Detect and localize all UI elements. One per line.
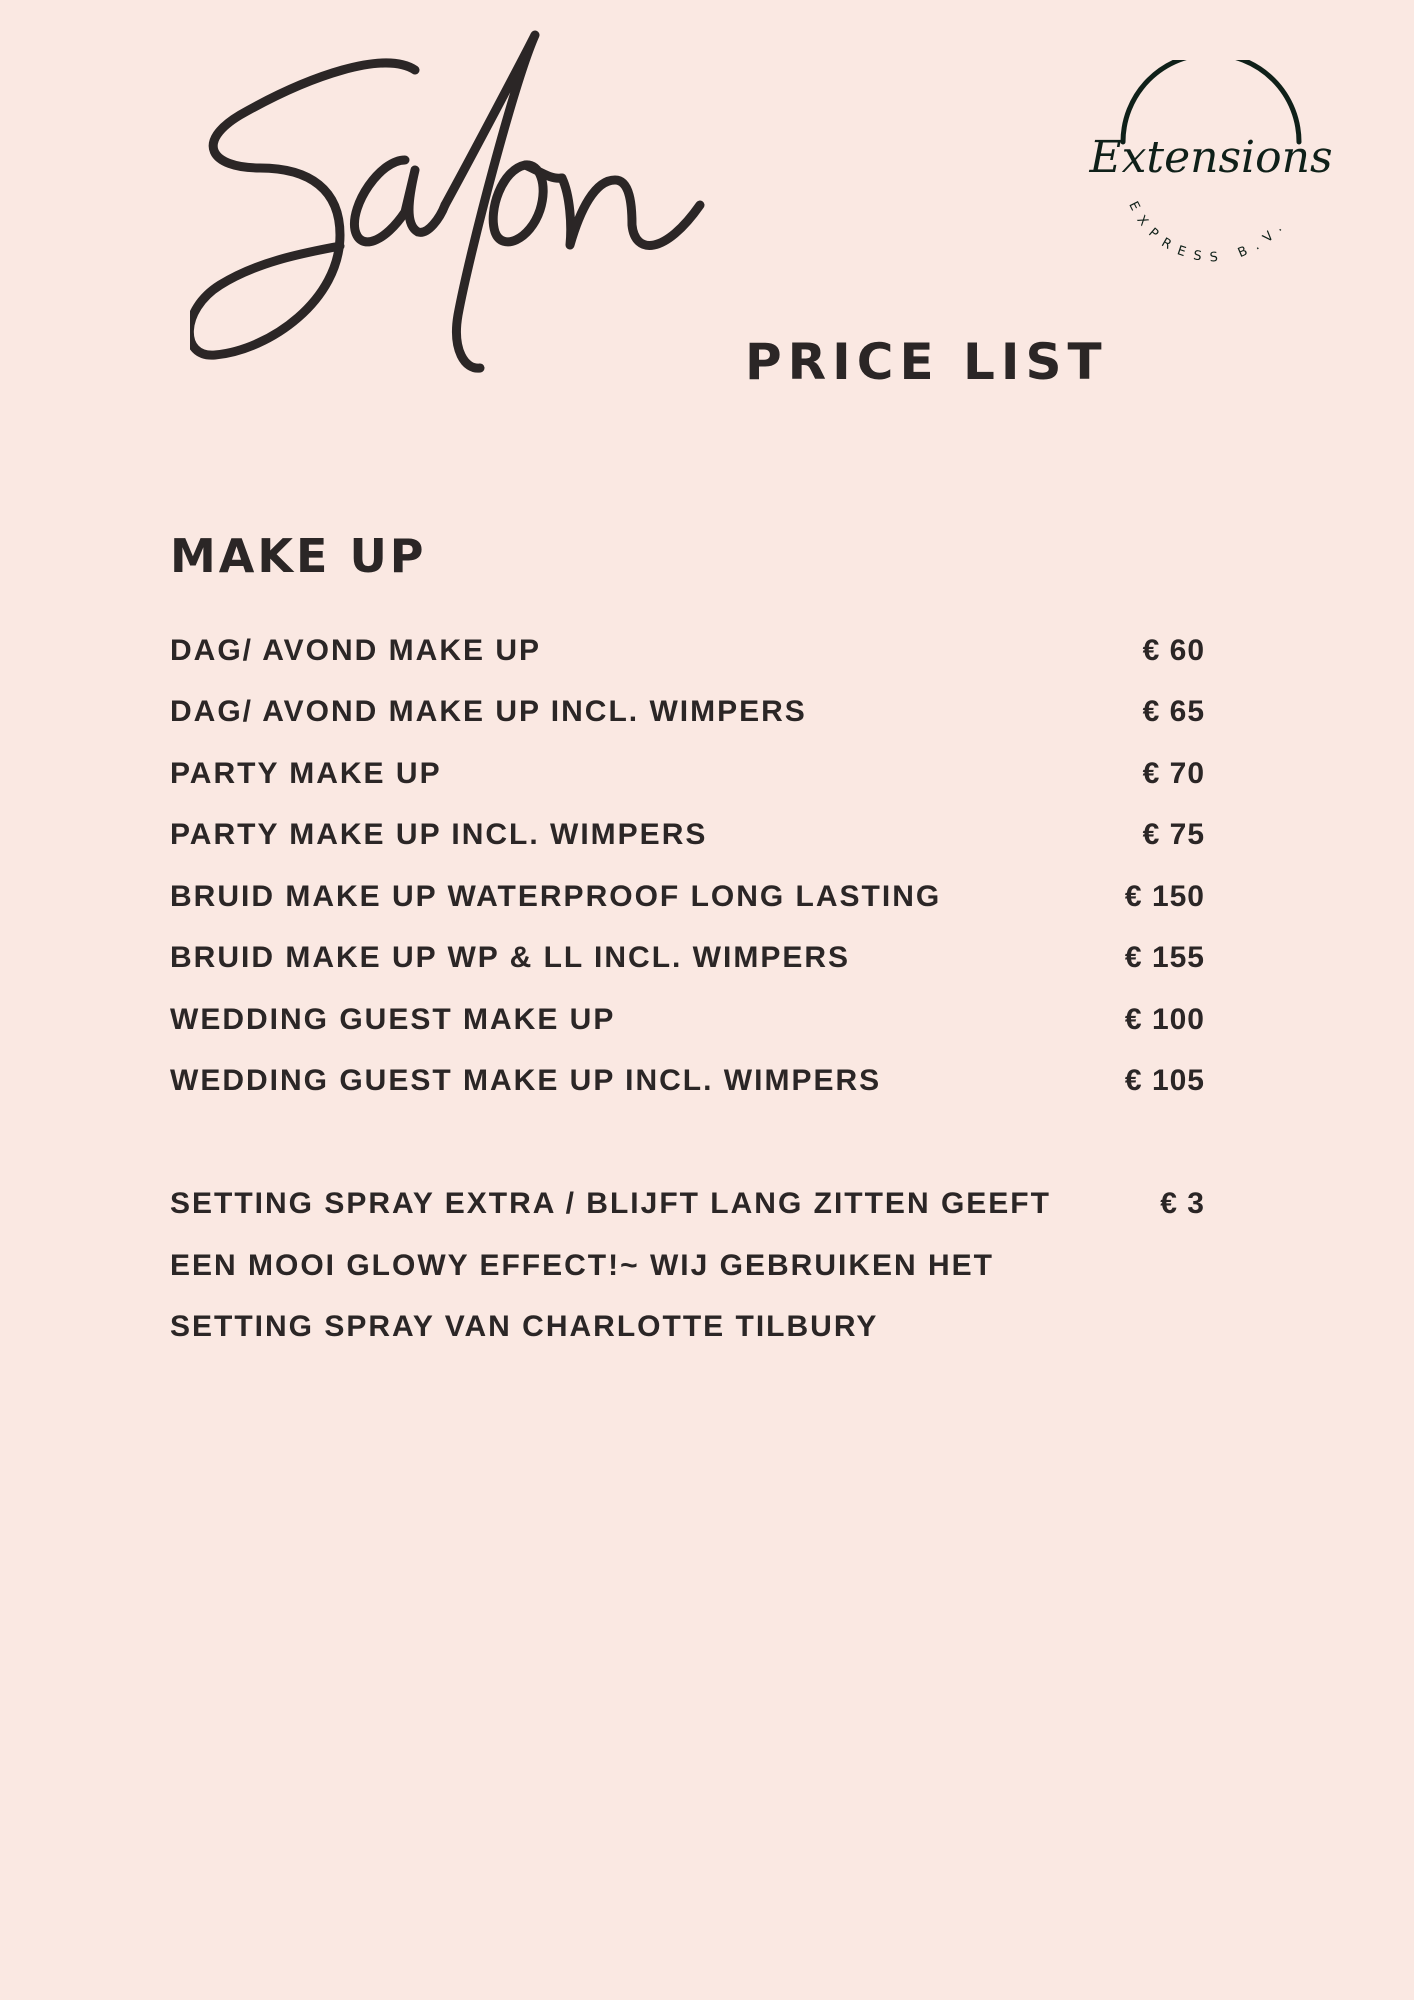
price-list xyxy=(170,620,1205,1112)
service-name: WEDDING GUEST MAKE UP xyxy=(170,1002,616,1036)
service-price: € 150 xyxy=(1124,879,1205,913)
service-name: DAG/ AVOND MAKE UP INCL. WIMPERS xyxy=(170,695,807,729)
service-price: € 75 xyxy=(1142,818,1205,852)
price-row xyxy=(170,1051,1205,1113)
salon-script-title xyxy=(190,20,770,390)
price-row xyxy=(170,620,1205,682)
price-row xyxy=(170,928,1205,990)
price-row xyxy=(170,989,1205,1051)
service-price: € 100 xyxy=(1124,1002,1205,1036)
svg-text:Extensions: Extensions xyxy=(1089,132,1333,183)
note-line: SETTING SPRAY EXTRA / BLIJFT LANG ZITTEN GEEFT xyxy=(170,1187,1051,1220)
service-price: € 60 xyxy=(1142,633,1205,667)
service-price: € 105 xyxy=(1124,1064,1205,1098)
price-row xyxy=(170,805,1205,867)
service-name: WEDDING GUEST MAKE UP INCL. WIMPERS xyxy=(170,1064,882,1098)
extensions-express-logo xyxy=(1085,60,1345,290)
price-row xyxy=(170,866,1205,928)
price-list-title: PRICE LIST xyxy=(745,333,1108,391)
service-price: € 65 xyxy=(1142,695,1205,729)
svg-text:EXPRESS B.V.: EXPRESS B.V. xyxy=(1125,199,1291,266)
note-price: € 3 xyxy=(1160,1187,1205,1220)
price-row xyxy=(170,743,1205,805)
service-name: PARTY MAKE UP INCL. WIMPERS xyxy=(170,818,708,852)
service-name: PARTY MAKE UP xyxy=(170,756,442,790)
service-name: BRUID MAKE UP WATERPROOF LONG LASTING xyxy=(170,879,942,913)
service-name: DAG/ AVOND MAKE UP xyxy=(170,633,542,667)
service-price: € 70 xyxy=(1142,756,1205,790)
service-name: BRUID MAKE UP WP & LL INCL. WIMPERS xyxy=(170,941,851,975)
price-row xyxy=(170,682,1205,744)
service-price: € 155 xyxy=(1124,941,1205,975)
note-line: SETTING SPRAY VAN CHARLOTTE TILBURY xyxy=(170,1310,879,1343)
setting-spray-note xyxy=(170,1173,1205,1358)
make-up-section xyxy=(170,520,1205,1358)
section-heading: MAKE UP xyxy=(170,529,427,583)
note-line: EEN MOOI GLOWY EFFECT!~ WIJ GEBRUIKEN HET xyxy=(170,1248,994,1282)
note-text xyxy=(170,1173,1051,1358)
